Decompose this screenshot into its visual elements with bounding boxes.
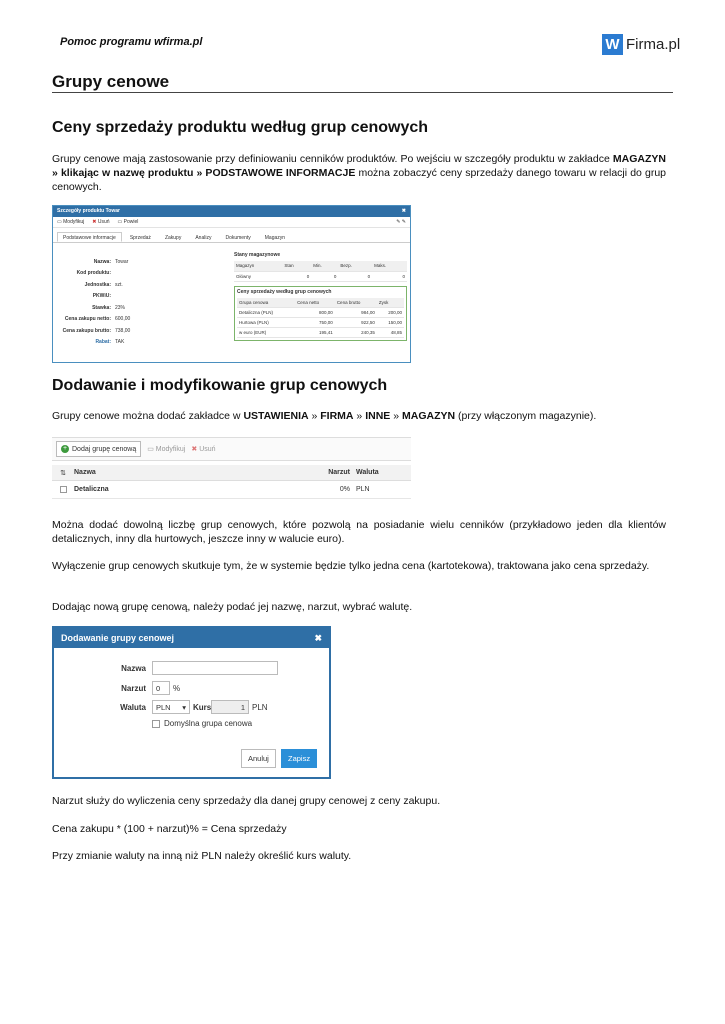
default-group-checkbox[interactable] bbox=[152, 720, 160, 728]
logo-text: Firma.pl bbox=[626, 36, 681, 53]
add-price-group-button[interactable]: + Dodaj grupę cenową bbox=[56, 441, 141, 457]
tab-sales[interactable]: Sprzedaż bbox=[129, 235, 151, 241]
document-header-title: Pomoc programu wfirma.pl bbox=[60, 36, 203, 48]
markup-input[interactable]: 0 bbox=[152, 681, 170, 695]
rate-label: Kurs bbox=[193, 703, 212, 712]
section-prices-paragraph: Grupy cenowe mają zastosowanie przy definiowaniu cenników produktów. Po wejściu w szczegóły produktu w zakładce MAGAZYN » klikając w nazwę produktu » PODSTAWOWE INFORMACJE można zobaczyć ceny sprzedaży danego towaru w relacji do grup cenowych. bbox=[52, 153, 666, 193]
price-groups-list-screenshot bbox=[52, 437, 411, 503]
cancel-button[interactable]: Anuluj bbox=[241, 749, 276, 768]
paragraph-currency: Przy zmianie waluty na inną niż PLN należy określić kurs waluty. bbox=[52, 850, 352, 862]
table-header: ⇅ Nazwa Narzut Waluta bbox=[52, 465, 411, 481]
title-divider bbox=[52, 92, 673, 93]
default-group-option[interactable]: Domyślna grupa cenowa bbox=[152, 719, 252, 728]
stock-table: Magazyn Stan Min. Bezp. Maks. Główny 0 0 0 0 bbox=[234, 261, 407, 282]
close-icon[interactable]: ✖ bbox=[401, 208, 406, 214]
stock-and-prices: Stany magazynowe Magazyn Stan Min. Bezp. Maks. Główny 0 0 0 0 Ceny sprzedaży według grup cenowych Grupa cenowa Cena netto Cena brutto Zysk Detaliczna (PLN) 800,00 984,00 200,00 Hurtowa (PLN) 750,00 922,50 150,00 w euro (EUR) 195,41 240,35 48,85 bbox=[234, 252, 407, 341]
rate-unit: PLN bbox=[252, 703, 268, 712]
price-groups-table: Grupa cenowa Cena netto Cena brutto Zysk Detaliczna (PLN) 800,00 984,00 200,00 Hurtowa (PLN) 750,00 922,50 150,00 w euro (EUR) 195,41 240,35 48,85 bbox=[237, 298, 404, 339]
price-groups-box: Ceny sprzedaży według grup cenowych Grupa cenowa Cena netto Cena brutto Zysk Detaliczna (PLN) 800,00 984,00 200,00 Hurtowa (PLN) 750,00 922,50 150,00 w euro (EUR) 195,41 240,35 48,85 bbox=[234, 286, 407, 342]
modify-button[interactable]: ▭ Modyfikuj bbox=[57, 219, 85, 225]
edit-icons[interactable]: ✎ ✎ bbox=[396, 219, 406, 225]
currency-select[interactable]: PLN ▾ bbox=[152, 700, 190, 714]
section-title-prices: Ceny sprzedaży produktu według grup cenowych bbox=[52, 119, 429, 136]
markup-label: Narzut bbox=[121, 684, 146, 693]
close-icon[interactable]: ✖ bbox=[314, 632, 322, 643]
delete-button[interactable]: ✖ Usuń bbox=[92, 219, 110, 225]
dropdown-arrow-icon: ▾ bbox=[182, 703, 186, 712]
tab-documents[interactable]: Dokumenty bbox=[225, 235, 251, 241]
save-button[interactable]: Zapisz bbox=[281, 749, 317, 768]
section-title-adding: Dodawanie i modyfikowanie grup cenowych bbox=[52, 377, 388, 394]
name-input[interactable] bbox=[152, 661, 278, 675]
tab-basic-info[interactable]: Podstawowe informacje bbox=[57, 232, 122, 242]
product-details-screenshot bbox=[52, 205, 411, 363]
plus-icon: + bbox=[62, 445, 68, 452]
page-title: Grupy cenowe bbox=[52, 72, 170, 91]
paragraph-new-group: Dodając nową grupę cenową, należy podać jej nazwę, narzut, wybrać walutę. bbox=[52, 601, 413, 613]
dialog-title: Szczegóły produktu Towar bbox=[57, 208, 120, 214]
percent-sign: % bbox=[173, 684, 181, 693]
modify-button[interactable]: ▭ Modyfikuj bbox=[147, 446, 186, 453]
paragraph-many-groups: Można dodać dowolną liczbę grup cenowych, które pozwolą na posiadanie wielu cenników (przykładowo jeden dla klientów detalicznych, inny dla hurtowych, jeszcze inny w walucie euro). bbox=[52, 519, 666, 545]
name-label: Nazwa bbox=[121, 664, 146, 673]
wfirma-logo bbox=[602, 34, 680, 55]
paragraph-formula: Cena zakupu * (100 + narzut)% = Cena sprzedaży bbox=[52, 823, 287, 835]
paragraph-disable-groups: Wyłączenie grup cenowych skutkuje tym, że w systemie będzie tylko jedna cena (kartotekowa), traktowana jako cena sprzedaży. bbox=[52, 560, 650, 572]
row-checkbox[interactable] bbox=[60, 486, 67, 493]
paragraph-markup: Narzut służy do wyliczenia ceny sprzedaży dla danej grupy cenowej z ceny zakupu. bbox=[52, 795, 441, 807]
duplicate-button[interactable]: ▭ Powiel bbox=[117, 219, 139, 225]
logo-mark: W bbox=[602, 34, 623, 55]
sort-icon[interactable]: ⇅ bbox=[60, 469, 66, 477]
tab-purchases[interactable]: Zakupy bbox=[164, 235, 182, 241]
table-row[interactable]: Detaliczna 0% PLN bbox=[52, 481, 411, 499]
dialog-title: Dodawanie grupy cenowej bbox=[61, 633, 175, 643]
tab-warehouse[interactable]: Magazyn bbox=[264, 235, 286, 241]
delete-button[interactable]: ✖ Usuń bbox=[191, 446, 216, 453]
rate-input[interactable]: 1 bbox=[211, 700, 249, 714]
adding-paragraph: Grupy cenowe można dodać zakładce w USTAWIENIA » FIRMA » INNE » MAGAZYN (przy włączonym magazynie). bbox=[52, 410, 597, 422]
currency-label: Waluta bbox=[120, 703, 146, 712]
tab-analysis[interactable]: Analizy bbox=[195, 235, 212, 241]
add-price-group-dialog-screenshot bbox=[52, 626, 331, 779]
product-fields: Nazwa: Towar Kod produktu: Jednostka: szt. PKWiU: Stawka: 23% Cena zakupu netto: 600,00 Cena zakupu brutto: 738,00 Rabat: TAK bbox=[62, 258, 131, 346]
